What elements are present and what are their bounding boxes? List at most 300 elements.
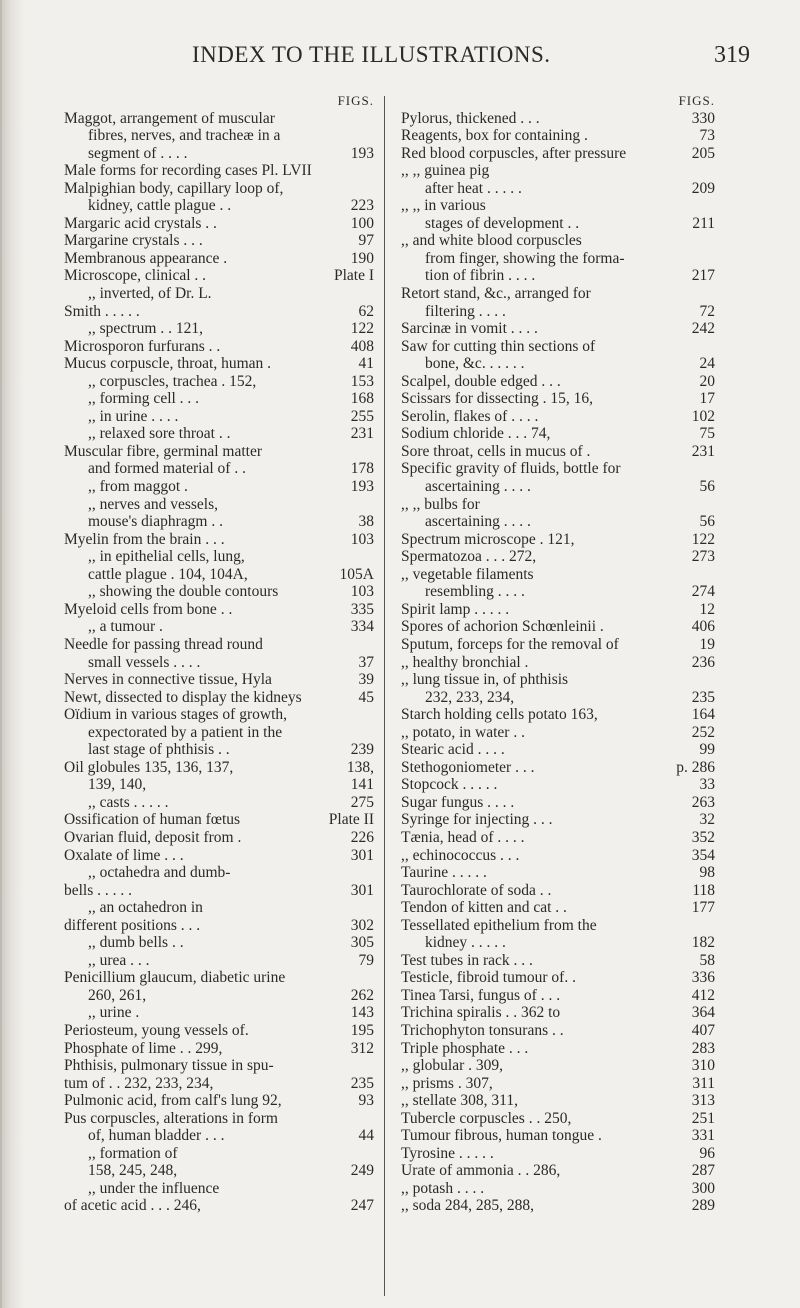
index-entry [401,338,715,356]
entry-text: Scissars for dissecting . 15, 16, [401,390,594,408]
entry-text: Starch holding cells potato 163, [401,706,598,724]
entry-text: Needle for passing thread round [64,635,263,653]
index-entry [401,390,715,408]
entry-text: Penicillium glaucum, diabetic urine [64,969,286,987]
entry-text: ,, ,, guinea pig [401,162,490,180]
entry-text: Sodium chloride . . . 74, [401,425,551,443]
index-entry [401,794,715,812]
entry-text: ,, lung tissue in, of phthisis [401,671,569,689]
entry-pages: 217 [691,267,715,285]
entry-text: ,, vegetable filaments [401,565,534,583]
index-entry [401,1162,715,1180]
entry-text: 139, 140, [88,776,147,794]
entry-pages: 231 [350,425,374,443]
entry-text: cattle plague . 104, 104A, [88,565,248,583]
entry-text: expectorated by a patient in the [88,723,283,741]
index-entry [64,180,374,198]
index-entry [64,566,374,584]
index-entry [64,934,374,952]
entry-pages: 96 [699,1144,715,1162]
entry-text: Tessellated epithelium from the [401,916,597,934]
index-entry [64,654,374,672]
entry-text: last stage of phthisis . . [88,741,230,759]
entry-pages: 56 [699,478,715,496]
entry-text: Ossification of human fœtus [64,811,241,829]
entry-pages: 274 [691,583,715,601]
index-entry [401,952,715,970]
entry-pages: 24 [699,355,715,373]
entry-text: of acetic acid . . . 246, [64,1197,201,1215]
entry-text: different positions . . . [64,916,201,934]
entry-text: resembling . . . . [425,583,525,601]
entry-pages: 205 [691,144,715,162]
index-entry [401,618,715,636]
entry-text: Periosteum, young vessels of. [64,1021,249,1039]
entry-text: Specific gravity of fluids, bottle for [401,460,621,478]
entry-pages: 17 [699,390,715,408]
entry-text: Margaric acid crystals . . [64,214,217,232]
entry-text: 232, 233, 234, [425,688,515,706]
entry-text: tum of . . 232, 233, 234, [64,1074,214,1092]
entry-text: Tumour fibrous, human tongue . [401,1127,602,1145]
entry-text: segment of . . . . [88,144,188,162]
index-entry [401,373,715,391]
entry-pages: 247 [350,1197,374,1215]
entry-pages: 235 [350,1074,374,1092]
index-entry [401,460,715,478]
entry-text: ,, under the influence [88,1179,220,1197]
entry-pages: 330 [691,109,715,127]
index-entry [401,741,715,759]
entry-text: Stopcock . . . . . [401,776,498,794]
entry-pages: 273 [691,548,715,566]
entry-pages: 12 [699,600,715,618]
index-entry [401,232,715,250]
entry-text: Tubercle corpuscles . . 250, [401,1109,572,1127]
entry-pages: 143 [350,1004,374,1022]
index-entry [64,671,374,689]
entry-pages: 275 [350,793,374,811]
entry-text: ,, relaxed sore throat . . [88,425,231,443]
entry-pages: 287 [691,1162,715,1180]
index-entry [401,1022,715,1040]
entry-pages: 252 [691,723,715,741]
entry-pages: 223 [350,197,374,215]
entry-text: Reagents, box for containing . [401,127,588,145]
entry-pages: 407 [691,1021,715,1039]
index-entry [64,478,374,496]
entry-text: 158, 245, 248, [88,1162,178,1180]
index-entry [64,811,374,829]
entry-text: bone, &c. . . . . . [425,355,525,373]
index-entry [64,1092,374,1110]
entry-pages: 209 [691,179,715,197]
entry-pages: 62 [358,302,374,320]
entry-text: small vessels . . . . [88,653,201,671]
index-entry [64,601,374,619]
entry-text: Sputum, forceps for the removal of [401,635,619,653]
entry-text: Pus corpuscles, alterations in form [64,1109,278,1127]
entry-pages: 236 [691,653,715,671]
index-entry [401,583,715,601]
entry-text: Urate of ammonia . . 286, [401,1162,561,1180]
index-entry [401,636,715,654]
index-entry [401,548,715,566]
entry-text: Pylorus, thickened . . . [401,109,540,127]
index-entry [401,934,715,952]
index-entry [64,232,374,250]
entry-text: Oil globules 135, 136, 137, [64,758,234,776]
entry-pages: 235 [691,688,715,706]
index-entry [64,267,374,285]
index-entry [64,1004,374,1022]
index-entry [401,882,715,900]
entry-pages: 301 [350,881,374,899]
entry-pages: 164 [691,706,715,724]
entry-pages: 19 [699,635,715,653]
entry-text: ,, an octahedron in [88,899,203,917]
index-entry [64,408,374,426]
entry-text: and formed material of . . [88,460,246,478]
entry-text: Spectrum microscope . 121, [401,530,575,548]
entry-pages: 98 [699,864,715,882]
index-entry [401,303,715,321]
entry-pages: 255 [350,407,374,425]
index-entry [64,162,374,180]
entry-pages: 75 [699,425,715,443]
entry-pages: 311 [692,1074,715,1092]
entry-pages: 331 [691,1127,715,1145]
entry-text: Spores of achorion Schœnleinii . [401,618,604,636]
entry-text: ,, urine . [88,1004,140,1022]
index-entry [64,496,374,514]
index-entry [64,373,374,391]
index-entry [64,794,374,812]
entry-pages: 283 [691,1039,715,1057]
index-entry [401,899,715,917]
index-entry [401,320,715,338]
entry-pages: 99 [699,741,715,759]
index-entry [401,1040,715,1058]
index-entry [64,987,374,1005]
entry-pages: 103 [350,583,374,601]
index-entry [401,811,715,829]
index-entry [401,513,715,531]
index-entry [64,1197,374,1215]
entry-pages: 182 [691,934,715,952]
entry-text: Phosphate of lime . . 299, [64,1039,223,1057]
index-entry [64,1162,374,1180]
index-entry [401,127,715,145]
entry-text: Sugar fungus . . . . [401,793,515,811]
entry-text: ,, corpuscles, trachea . 152, [88,372,257,390]
index-entry [401,443,715,461]
entry-pages: 354 [691,846,715,864]
entry-text: Oïdium in various stages of growth, [64,706,288,724]
entry-text: ,, potato, in water . . [401,723,525,741]
entry-text: Pulmonic acid, from calf's lung 92, [64,1092,282,1110]
index-entry [401,1092,715,1110]
entry-text: ,, formation of [88,1144,178,1162]
entry-text: ,, nerves and vessels, [88,495,218,513]
entry-pages: 122 [691,530,715,548]
index-entry [64,724,374,742]
entry-text: Oxalate of lime . . . [64,846,184,864]
entry-text: Stethogoniometer . . . [401,758,535,776]
entry-text: Spirit lamp . . . . . [401,600,510,618]
entry-text: Malpighian body, capillary loop of, [64,179,284,197]
index-entry [64,197,374,215]
entry-text: Muscular fibre, germinal matter [64,442,262,460]
entry-text: Smith . . . . . [64,302,140,320]
running-title: INDEX TO THE ILLUSTRATIONS. [192,42,551,67]
entry-pages: 412 [691,986,715,1004]
entry-text: ,, potash . . . . [401,1179,485,1197]
entry-text: Stearic acid . . . . [401,741,505,759]
index-entry [401,1110,715,1128]
entry-pages: 178 [350,460,374,478]
index-entry [401,654,715,672]
entry-text: Phthisis, pulmonary tissue in spu- [64,1057,274,1075]
entry-pages: p. 286 [676,758,715,776]
index-entry [401,759,715,777]
index-entry [401,601,715,619]
index-entry [401,355,715,373]
entry-text: ,, soda 284, 285, 288, [401,1197,535,1215]
entry-text: after heat . . . . . [425,179,522,197]
entry-text: Male forms for recording cases Pl. LVII [64,162,312,180]
entry-text: Tendon of kitten and cat . . [401,899,567,917]
entry-pages: 93 [358,1092,374,1110]
index-entry [401,145,715,163]
entry-pages: 44 [358,1127,374,1145]
index-entry [64,689,374,707]
entry-text: Serolin, flakes of . . . . [401,407,539,425]
entry-text: ,, in urine . . . . [88,407,179,425]
entry-text: from finger, showing the forma- [425,249,625,267]
entry-pages: 193 [350,478,374,496]
entry-pages: 305 [350,934,374,952]
entry-pages: 100 [350,214,374,232]
index-entry [64,618,374,636]
page-header [80,42,780,72]
entry-pages: 138, [346,758,374,776]
index-entry [401,180,715,198]
index-entry [401,1197,715,1215]
entry-pages: 301 [350,846,374,864]
entry-pages: 58 [699,951,715,969]
entry-pages: 226 [350,828,374,846]
index-entry [64,513,374,531]
entry-pages: 300 [691,1179,715,1197]
index-entry [64,952,374,970]
entry-text: stages of development . . [425,214,580,232]
entry-pages: 334 [350,618,374,636]
index-entry [64,706,374,724]
entry-text: Retort stand, &c., arranged for [401,285,591,303]
entry-pages: 193 [350,144,374,162]
index-entry [64,460,374,478]
index-entry [401,285,715,303]
entry-pages: 195 [350,1021,374,1039]
entry-pages: 302 [350,916,374,934]
entry-text: Sore throat, cells in mucus of . [401,442,591,460]
entry-text: ascertaining . . . . [425,513,531,531]
index-entry [401,689,715,707]
index-entry [401,566,715,584]
entry-pages: 352 [691,828,715,846]
page-number: 319 [714,42,750,68]
entry-pages: 20 [699,372,715,390]
entry-pages: 33 [699,776,715,794]
entry-pages: 102 [691,407,715,425]
entry-text: Saw for cutting thin sections of [401,337,596,355]
entry-text: Mucus corpuscle, throat, human . [64,355,272,373]
entry-pages: 263 [691,793,715,811]
index-entry [401,250,715,268]
index-entry [401,1057,715,1075]
index-entry [401,776,715,794]
index-entry [401,162,715,180]
entry-text: Sarcinæ in vomit . . . . [401,320,538,338]
index-entry [401,496,715,514]
index-entry [64,1057,374,1075]
book-spine-shadow [0,0,24,1308]
index-entry [401,987,715,1005]
entry-pages: 408 [350,337,374,355]
entry-text: ,, dumb bells . . [88,934,184,952]
entry-text: Margarine crystals . . . [64,232,203,250]
entry-pages: 72 [699,302,715,320]
index-entry [64,320,374,338]
index-entry [401,1145,715,1163]
index-entry [64,425,374,443]
entry-text: mouse's diaphragm . . [88,513,223,531]
index-entry [401,706,715,724]
index-entry [401,267,715,285]
entry-text: Taurochlorate of soda . . [401,881,552,899]
index-entry [401,864,715,882]
entry-text: ,, showing the double contours [88,583,279,601]
entry-pages: 97 [358,232,374,250]
index-entry [401,110,715,128]
column-label-figs: FIGS. [678,93,715,108]
entry-pages: 211 [692,214,715,232]
entry-text: bells . . . . . [64,881,133,899]
entry-pages: 364 [691,1004,715,1022]
index-entry [64,847,374,865]
entry-pages: 73 [699,127,715,145]
entry-text: Spermatozoa . . . 272, [401,548,537,566]
entry-text: Trichina spiralis . . 362 to [401,1004,561,1022]
index-entry [64,882,374,900]
entry-pages: 168 [350,390,374,408]
entry-text: Trichophyton tonsurans . . [401,1021,564,1039]
entry-text: Tænia, head of . . . . [401,828,525,846]
entry-text: ,, healthy bronchial . [401,653,529,671]
entry-text: Maggot, arrangement of muscular [64,109,275,127]
entry-text: Testicle, fibroid tumour of. . [401,969,576,987]
index-entry [401,1180,715,1198]
entry-text: Triple phosphate . . . [401,1039,529,1057]
entry-text: ,, globular . 309, [401,1057,504,1075]
index-entry [64,899,374,917]
entry-text: Nerves in connective tissue, Hyla [64,671,272,689]
entry-pages: 56 [699,513,715,531]
entry-text: kidney, cattle plague . . [88,197,232,215]
index-entry [64,548,374,566]
entry-pages: 190 [350,249,374,267]
index-entry [64,1040,374,1058]
entry-pages: 310 [691,1057,715,1075]
entry-text: ,, stellate 308, 311, [401,1092,518,1110]
entry-pages: Plate I [333,267,374,285]
entry-pages: 118 [692,881,715,899]
entry-pages: 406 [691,618,715,636]
index-entry [401,671,715,689]
index-entry [401,724,715,742]
index-entry [64,1110,374,1128]
index-entry [64,145,374,163]
entry-text: Newt, dissected to display the kidneys [64,688,302,706]
entry-text: Myelin from the brain . . . [64,530,225,548]
index-entry [64,1180,374,1198]
entry-pages: 177 [691,899,715,917]
index-entry [401,847,715,865]
index-entry [401,197,715,215]
entry-pages: 251 [691,1109,715,1127]
entry-text: Tyrosine . . . . . [401,1144,494,1162]
entry-pages: 103 [350,530,374,548]
index-entry [64,338,374,356]
index-entry [401,917,715,935]
entry-text: ,, and white blood corpuscles [401,232,582,250]
entry-text: Membranous appearance . [64,249,228,267]
entry-text: ,, ,, in various [401,197,486,215]
entry-text: 260, 261, [88,986,147,1004]
entry-pages: 105A [339,565,374,583]
entry-text: Tinea Tarsi, fungus of . . . [401,986,561,1004]
index-entry [401,969,715,987]
entry-text: Microscope, clinical . . [64,267,207,285]
entry-text: ,, in epithelial cells, lung, [88,548,245,566]
entry-pages: 141 [350,776,374,794]
entry-pages: 32 [699,811,715,829]
entry-text: ascertaining . . . . [425,478,531,496]
entry-text: Test tubes in rack . . . [401,951,533,969]
entry-text: ,, ,, bulbs for [401,495,480,513]
entry-text: tion of fibrin . . . . [425,267,536,285]
entry-pages: 41 [358,355,374,373]
index-entry [64,127,374,145]
entry-pages: 153 [350,372,374,390]
index-entry [64,969,374,987]
entry-text: Syringe for injecting . . . [401,811,553,829]
index-entry [401,215,715,233]
index-entry [64,917,374,935]
entry-pages: 239 [350,741,374,759]
entry-text: kidney . . . . . [425,934,506,952]
entry-pages: 37 [358,653,374,671]
column-divider [384,96,385,1296]
entry-pages: 45 [358,688,374,706]
entry-pages: 335 [350,600,374,618]
index-entry [401,478,715,496]
entry-text: ,, inverted, of Dr. L. [88,285,212,303]
index-entry [64,355,374,373]
index-entry [64,829,374,847]
entry-text: Red blood corpuscles, after pressure [401,144,627,162]
